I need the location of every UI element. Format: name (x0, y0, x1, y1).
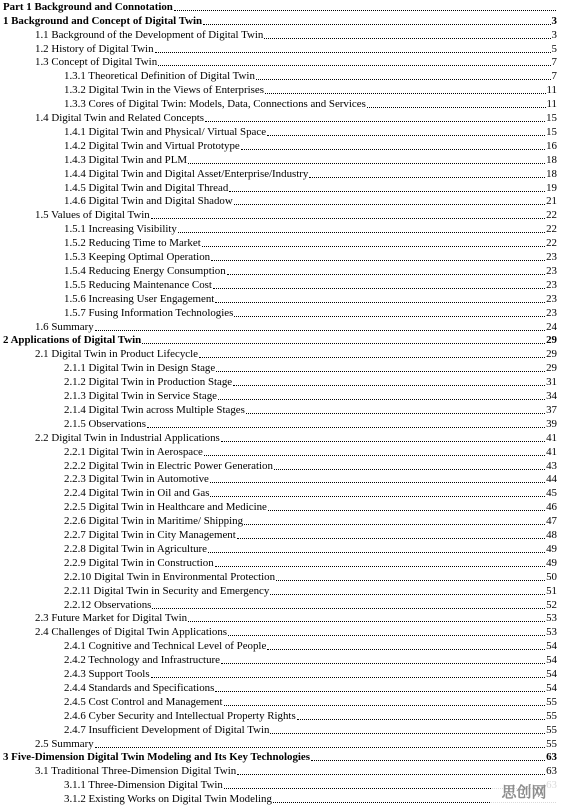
toc-entry-page: 49 (546, 556, 557, 569)
dot-leader (218, 399, 545, 400)
toc-entry[interactable] (0, 250, 561, 264)
toc-entry-title: 2.2.9 Digital Twin in Construction (64, 556, 214, 569)
toc-entry[interactable] (0, 0, 561, 14)
toc-entry-title: 1.4.4 Digital Twin and Digital Asset/Enterprise/Industry (64, 167, 309, 180)
dot-leader (211, 260, 545, 261)
dot-leader (367, 107, 546, 108)
toc-entry-title: 2 Applications of Digital Twin (3, 334, 142, 347)
toc-entry-page: 23 (546, 251, 557, 264)
toc-entry[interactable] (0, 56, 561, 70)
toc-entry[interactable] (0, 639, 561, 653)
toc-entry[interactable] (0, 222, 561, 236)
toc-entry-page: 5 (551, 42, 557, 55)
dot-leader (274, 469, 545, 470)
toc-entry-title: 2.4.2 Technology and Infrastructure (64, 654, 220, 667)
toc-entry[interactable] (0, 528, 561, 542)
toc-entry-title: 1.5 Values of Digital Twin (35, 209, 150, 222)
toc-entry-page: 54 (546, 640, 557, 653)
toc-entry[interactable] (0, 348, 561, 362)
toc-entry-title: 1.2 History of Digital Twin (35, 42, 154, 55)
toc-entry-title: 1.5.7 Fusing Information Technologies (64, 306, 234, 319)
toc-entry[interactable] (0, 667, 561, 681)
toc-entry-page: 7 (551, 70, 557, 83)
dot-leader (216, 371, 545, 372)
dot-leader (311, 760, 545, 761)
toc-entry-title: 1.4 Digital Twin and Related Concepts (35, 112, 205, 125)
dot-leader (229, 191, 545, 192)
toc-entry-title: 2.1.3 Digital Twin in Service Stage (64, 390, 217, 403)
toc-entry-title: 2.1.5 Observations (64, 417, 146, 430)
toc-entry-page: 3 (551, 28, 557, 41)
toc-entry-title: 3 Five-Dimension Digital Twin Modeling and Its Key Technologies (3, 751, 310, 764)
dot-leader (158, 65, 550, 66)
toc-entry-title: 3.1.1 Three-Dimension Digital Twin (64, 779, 223, 792)
toc-entry-page: 52 (546, 598, 557, 611)
toc-entry-title: 1.5.5 Reducing Maintenance Cost (64, 278, 212, 291)
toc-entry[interactable] (0, 278, 561, 292)
toc-entry-title: 1 Background and Concept of Digital Twin (3, 14, 203, 27)
toc-entry-title: 2.1.1 Digital Twin in Design Stage (64, 362, 216, 375)
dot-leader (174, 10, 556, 11)
toc-entry-page: 55 (546, 709, 557, 722)
dot-leader (210, 482, 545, 483)
toc-entry-page: 22 (546, 209, 557, 222)
toc-entry-page: 37 (546, 403, 557, 416)
toc-entry[interactable] (0, 181, 561, 195)
toc-entry-page: 53 (546, 612, 557, 625)
toc-entry-page: 23 (546, 292, 557, 305)
toc-entry-title: 2.4.3 Support Tools (64, 668, 150, 681)
dot-leader (213, 288, 545, 289)
toc-entry-title: 1.3 Concept of Digital Twin (35, 56, 158, 69)
toc-entry-page: 55 (546, 723, 557, 736)
dot-leader (208, 552, 545, 553)
toc-entry-page: 29 (546, 334, 557, 347)
toc-entry-page: 50 (546, 570, 557, 583)
toc-entry-page: 21 (546, 195, 557, 208)
toc-entry[interactable] (0, 751, 561, 765)
toc-entry-title: 3.1 Traditional Three-Dimension Digital Twin (35, 765, 237, 778)
toc-entry[interactable] (0, 709, 561, 723)
dot-leader (234, 316, 545, 317)
toc-entry-title: 2.2.3 Digital Twin in Automotive (64, 473, 209, 486)
toc-entry[interactable] (0, 459, 561, 473)
dot-leader (276, 580, 545, 581)
toc-entry-page: 11 (546, 98, 557, 111)
toc-entry-title: 2.4.7 Insufficient Development of Digital Twin (64, 723, 270, 736)
toc-entry[interactable] (0, 264, 561, 278)
dot-leader (270, 733, 545, 734)
toc-entry[interactable] (0, 14, 561, 28)
toc-entry-title: 2.2.11 Digital Twin in Security and Emergency (64, 584, 270, 597)
watermark-logo (491, 781, 557, 803)
dot-leader (297, 719, 545, 720)
dot-leader (155, 52, 551, 53)
dot-leader (256, 79, 551, 80)
toc-entry-title: 2.1.2 Digital Twin in Production Stage (64, 376, 233, 389)
toc-entry[interactable] (0, 125, 561, 139)
toc-entry-title: 2.3 Future Market for Digital Twin (35, 612, 188, 625)
toc-entry[interactable] (0, 765, 561, 779)
toc-entry[interactable] (0, 681, 561, 695)
toc-entry[interactable] (0, 361, 561, 375)
toc-entry[interactable] (0, 167, 561, 181)
dot-leader (241, 149, 545, 150)
toc-entry-page: 43 (546, 459, 557, 472)
toc-entry-title: 2.2.5 Digital Twin in Healthcare and Medicine (64, 501, 267, 514)
toc-entry[interactable] (0, 473, 561, 487)
dot-leader (237, 538, 545, 539)
toc-entry-page: 15 (546, 112, 557, 125)
toc-entry-title: 1.3.1 Theoretical Definition of Digital Twin (64, 70, 255, 83)
toc-entry-title: 1.6 Summary (35, 320, 94, 333)
dot-leader (95, 747, 545, 748)
toc-entry-title: 2.4.4 Standards and Specifications (64, 681, 215, 694)
toc-entry-title: 1.4.6 Digital Twin and Digital Shadow (64, 195, 233, 208)
toc-entry-page: 54 (546, 681, 557, 694)
toc-entry-page: 18 (546, 167, 557, 180)
toc-entry-title: 2.1 Digital Twin in Product Lifecycle (35, 348, 198, 361)
toc-entry-title: 2.2.7 Digital Twin in City Management (64, 529, 236, 542)
toc-entry-title: 2.2.10 Digital Twin in Environmental Protection (64, 570, 276, 583)
toc-entry[interactable] (0, 445, 561, 459)
dot-leader (221, 663, 545, 664)
toc-entry-title: 1.4.3 Digital Twin and PLM (64, 153, 188, 166)
toc-entry-page: 7 (551, 56, 557, 69)
toc-entry-title: 1.5.6 Increasing User Engagement (64, 292, 215, 305)
dot-leader (204, 455, 545, 456)
toc-entry[interactable] (0, 626, 561, 640)
watermark-logo-icon (492, 782, 556, 802)
toc-entry-title: 1.4.1 Digital Twin and Physical/ Virtual Space (64, 125, 267, 138)
toc-entry-title: 1.4.5 Digital Twin and Digital Thread (64, 181, 229, 194)
toc-entry[interactable] (0, 695, 561, 709)
toc-entry[interactable] (0, 570, 561, 584)
toc-entry-title: 1.4.2 Digital Twin and Virtual Prototype (64, 139, 240, 152)
toc-entry-page: 55 (546, 737, 557, 750)
toc-entry[interactable] (0, 778, 561, 792)
toc-entry-title: 2.4.1 Cognitive and Technical Level of People (64, 640, 267, 653)
dot-leader (309, 177, 545, 178)
dot-leader (188, 163, 545, 164)
toc-entry[interactable] (0, 375, 561, 389)
dot-leader (228, 635, 545, 636)
dot-leader (237, 774, 545, 775)
toc-entry-page: 29 (546, 348, 557, 361)
dot-leader (234, 204, 545, 205)
dot-leader (202, 246, 545, 247)
toc-entry[interactable] (0, 139, 561, 153)
toc-entry[interactable] (0, 500, 561, 514)
toc-entry-title: 2.4 Challenges of Digital Twin Applications (35, 626, 228, 639)
toc-entry-page: 19 (546, 181, 557, 194)
toc-entry-page: 46 (546, 501, 557, 514)
toc-entry-title: 3.1.2 Existing Works on Digital Twin Modeling (64, 793, 272, 806)
toc-entry[interactable] (0, 653, 561, 667)
toc-entry-page: 63 (546, 751, 557, 764)
dot-leader (246, 413, 545, 414)
toc-entry[interactable] (0, 403, 561, 417)
toc-entry-title: 2.2.2 Digital Twin in Electric Power Generation (64, 459, 273, 472)
toc-entry[interactable] (0, 431, 561, 445)
toc-entry-page: 49 (546, 542, 557, 555)
toc-entry-title: 2.4.5 Cost Control and Management (64, 695, 223, 708)
toc-entry-page: 54 (546, 654, 557, 667)
toc-entry[interactable] (0, 236, 561, 250)
toc-entry-page: 45 (546, 487, 557, 500)
toc-entry[interactable] (0, 514, 561, 528)
toc-entry-page: 24 (546, 320, 557, 333)
toc-entry-page: 15 (546, 125, 557, 138)
toc-entry-title: 1.1 Background of the Development of Digital Twin (35, 28, 264, 41)
toc-entry[interactable] (0, 97, 561, 111)
toc-entry-page: 55 (546, 695, 557, 708)
svg-text:思创网: 思创网 (501, 783, 547, 801)
toc-entry-title: 2.2.12 Observations (64, 598, 152, 611)
dot-leader (205, 121, 545, 122)
toc-entry-title: Part 1 Background and Connotation (3, 0, 173, 13)
toc-entry-page: 63 (546, 765, 557, 778)
dot-leader (267, 135, 545, 136)
toc-entry-title: 1.5.2 Reducing Time to Market (64, 237, 201, 250)
toc-entry[interactable] (0, 292, 561, 306)
dot-leader (203, 24, 550, 25)
toc-entry-page: 22 (546, 223, 557, 236)
toc-entry[interactable] (0, 542, 561, 556)
toc-entry-page: 41 (546, 445, 557, 458)
toc-entry-page: 39 (546, 417, 557, 430)
toc-entry[interactable] (0, 417, 561, 431)
toc-entry-page: 11 (546, 84, 557, 97)
toc-entry-page: 34 (546, 390, 557, 403)
toc-entry-page: 31 (546, 376, 557, 389)
toc-entry-page: 47 (546, 515, 557, 528)
toc-entry[interactable] (0, 389, 561, 403)
toc-entry-title: 2.2.4 Digital Twin in Oil and Gas (64, 487, 210, 500)
dot-leader (221, 441, 545, 442)
toc-entry-page: 53 (546, 626, 557, 639)
toc-entry[interactable] (0, 556, 561, 570)
dot-leader (215, 691, 545, 692)
toc-entry[interactable] (0, 334, 561, 348)
toc-entry-page: 16 (546, 139, 557, 152)
dot-leader (178, 232, 545, 233)
toc-entry-page: 44 (546, 473, 557, 486)
toc-entry[interactable] (0, 598, 561, 612)
toc-entry-page: 23 (546, 264, 557, 277)
dot-leader (267, 649, 545, 650)
dot-leader (268, 510, 545, 511)
dot-leader (152, 608, 545, 609)
toc-entry-page: 22 (546, 237, 557, 250)
dot-leader (210, 496, 545, 497)
dot-leader (215, 302, 545, 303)
dot-leader (244, 524, 545, 525)
toc-entry-page: 41 (546, 431, 557, 444)
dot-leader (188, 621, 545, 622)
dot-leader (265, 93, 546, 94)
toc-entry-page: 48 (546, 529, 557, 542)
toc-entry-page: 29 (546, 362, 557, 375)
toc-entry-page: 3 (551, 14, 557, 27)
dot-leader (264, 38, 550, 39)
toc-entry[interactable] (0, 153, 561, 167)
toc-entry[interactable] (0, 70, 561, 84)
toc-entry-title: 1.3.2 Digital Twin in the Views of Enterprises (64, 84, 264, 97)
toc-entry-title: 1.5.1 Increasing Visibility (64, 223, 177, 236)
toc-entry-title: 2.4.6 Cyber Security and Intellectual Property Rights (64, 709, 296, 722)
toc-entry-title: 1.5.3 Keeping Optimal Operation (64, 251, 211, 264)
toc-entry[interactable] (0, 723, 561, 737)
dot-leader (224, 705, 546, 706)
toc-entry[interactable] (0, 42, 561, 56)
dot-leader (227, 274, 545, 275)
toc-entry-title: 2.1.4 Digital Twin across Multiple Stages (64, 403, 245, 416)
toc-entry-page: 23 (546, 306, 557, 319)
toc-entry-page: 18 (546, 153, 557, 166)
toc-entry-title: 1.5.4 Reducing Energy Consumption (64, 264, 226, 277)
toc-entry[interactable] (0, 28, 561, 42)
dot-leader (151, 218, 545, 219)
toc-entry-title: 2.2 Digital Twin in Industrial Applications (35, 431, 220, 444)
dot-leader (95, 330, 545, 331)
toc-entry[interactable] (0, 792, 561, 806)
toc-entry-page: 51 (546, 584, 557, 597)
dot-leader (151, 677, 546, 678)
toc-entry[interactable] (0, 320, 561, 334)
toc-entry[interactable] (0, 209, 561, 223)
toc-entry-title: 1.3.3 Cores of Digital Twin: Models, Data, Connections and Services (64, 98, 366, 111)
toc-entry[interactable] (0, 487, 561, 501)
toc-entry[interactable] (0, 584, 561, 598)
toc-entry-title: 2.2.8 Digital Twin in Agriculture (64, 542, 208, 555)
toc-entry[interactable] (0, 737, 561, 751)
toc-entry-title: 2.2.6 Digital Twin in Maritime/ Shipping (64, 515, 244, 528)
toc-entry[interactable] (0, 83, 561, 97)
dot-leader (233, 385, 545, 386)
toc-entry-page: 23 (546, 278, 557, 291)
toc-entry-page: 54 (546, 668, 557, 681)
toc-entry[interactable] (0, 111, 561, 125)
dot-leader (199, 357, 545, 358)
dot-leader (215, 566, 545, 567)
toc-entry[interactable] (0, 612, 561, 626)
toc-entry[interactable] (0, 306, 561, 320)
dot-leader (142, 343, 545, 344)
dot-leader (147, 427, 545, 428)
toc-entry[interactable] (0, 195, 561, 209)
toc-entry-title: 2.2.1 Digital Twin in Aerospace (64, 445, 203, 458)
toc-entry-title: 2.5 Summary (35, 737, 94, 750)
dot-leader (270, 594, 545, 595)
